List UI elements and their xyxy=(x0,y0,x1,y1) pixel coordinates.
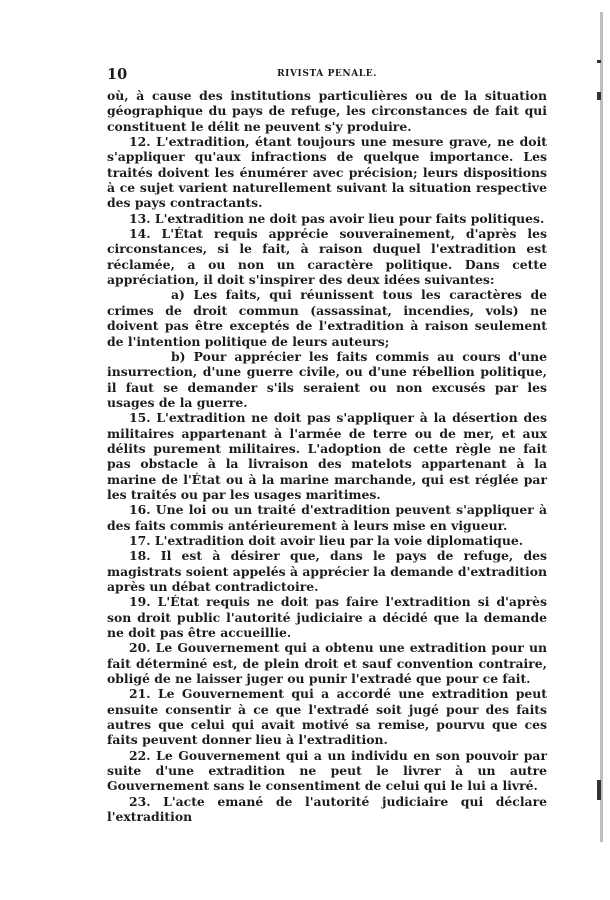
running-title: RIVISTA PENALE. xyxy=(277,69,377,79)
page-header xyxy=(107,66,547,86)
edge-mark-upper xyxy=(597,92,601,100)
article-17: 17. L'extradition doit avoir lieu par la voie diplomatique. xyxy=(129,532,524,548)
page-number: 10 xyxy=(107,66,128,83)
article-13: 13. L'extradition ne doit pas avoir lieu pour faits politiques. xyxy=(129,210,545,226)
article-23: 23. L'acte emané de l'autorité judiciaire qui déclare l'extradition xyxy=(107,793,547,825)
article-18: 18. Il est à désirer que, dans le pays de refuge, des magistrats soient appelés à apprécier la demande d'extradition après un débat contradictoire. xyxy=(107,548,547,594)
article-19: 19. L'État requis ne doit pas faire l'extradition si d'après son droit public l'autorité judiciaire a décidé que la demande ne doit pas être accueillie. xyxy=(107,594,547,641)
article-14: 14. L'État requis apprécie souverainement, d'après les circonstances, si le fait, à raison duquel l'extradition est réclamée, a ou non un caractère politique. Dans cette appréciation, il doit s'inspirer des deux idées suivantes: xyxy=(107,226,547,288)
paragraph-continuation: où, à cause des institutions particulières ou de la situation géographique du pays de refuge, les circonstances de fait qui constituent le délit ne peuvent s'y produire. xyxy=(107,88,547,134)
article-16: 16. Une loi ou un traité d'extradition peuvent s'appliquer à des faits commis antérieurement à leurs mise en vigueur. xyxy=(107,502,547,533)
article-12: 12. L'extradition, étant toujours une mesure grave, ne doit s'appliquer qu'aux infractions de quelque importance. Les traités doivent les énumérer avec précision; leurs dispositions à ce sujet varient naturellement suivant la situation respective des pays contractants. xyxy=(107,134,547,211)
article-14-item-b: b) Pour apprécier les faits commis au cours d'une insurrection, d'une guerre civile, ou d'une rébellion politique, il faut se demander s'ils seraient ou non excusés par les usages de la guerre. xyxy=(107,348,547,410)
article-22: 22. Le Gouvernement qui a un individu en son pouvoir par suite d'une extradition ne peut le livrer à un autre Gouvernement sans le consentiment de celui qui le lui a livré. xyxy=(107,747,547,794)
article-14-item-a: a) Les faits, qui réunissent tous les caractères de crimes de droit commun (assassinat, incendies, vols) ne doivent pas être exceptés de l'extradition à raison seulement de l'intention politique de leurs auteurs; xyxy=(107,287,547,349)
page-body xyxy=(107,88,547,825)
edge-mark-top xyxy=(597,60,601,63)
article-20: 20. Le Gouvernement qui a obtenu une extradition pour un fait déterminé est, de plein droit et sauf convention contraire, obligé de ne laisser juger ou punir l'extradé que pour ce fait. xyxy=(107,640,547,687)
article-15: 15. L'extradition ne doit pas s'appliquer à la désertion des militaires appartenant à l'armée de terre ou de mer, et aux délits purement militaires. L'adoption de cette règle ne fait pas obstacle à la livraison des matelots appartenant à la marine de l'État ou à la marine marchande, qui est réglée par les traités ou par les usages maritimes. xyxy=(107,410,547,502)
article-21: 21. Le Gouvernement qui a accordé une extradition peut ensuite consentir à ce que l'extradé soit jugé pour des faits autres que celui qui avait motivé sa remise, pourvu que ces faits peuvent donner lieu à l'extradition. xyxy=(107,686,547,748)
edge-mark-lower xyxy=(597,780,601,800)
page-edge-shadow xyxy=(600,12,603,842)
